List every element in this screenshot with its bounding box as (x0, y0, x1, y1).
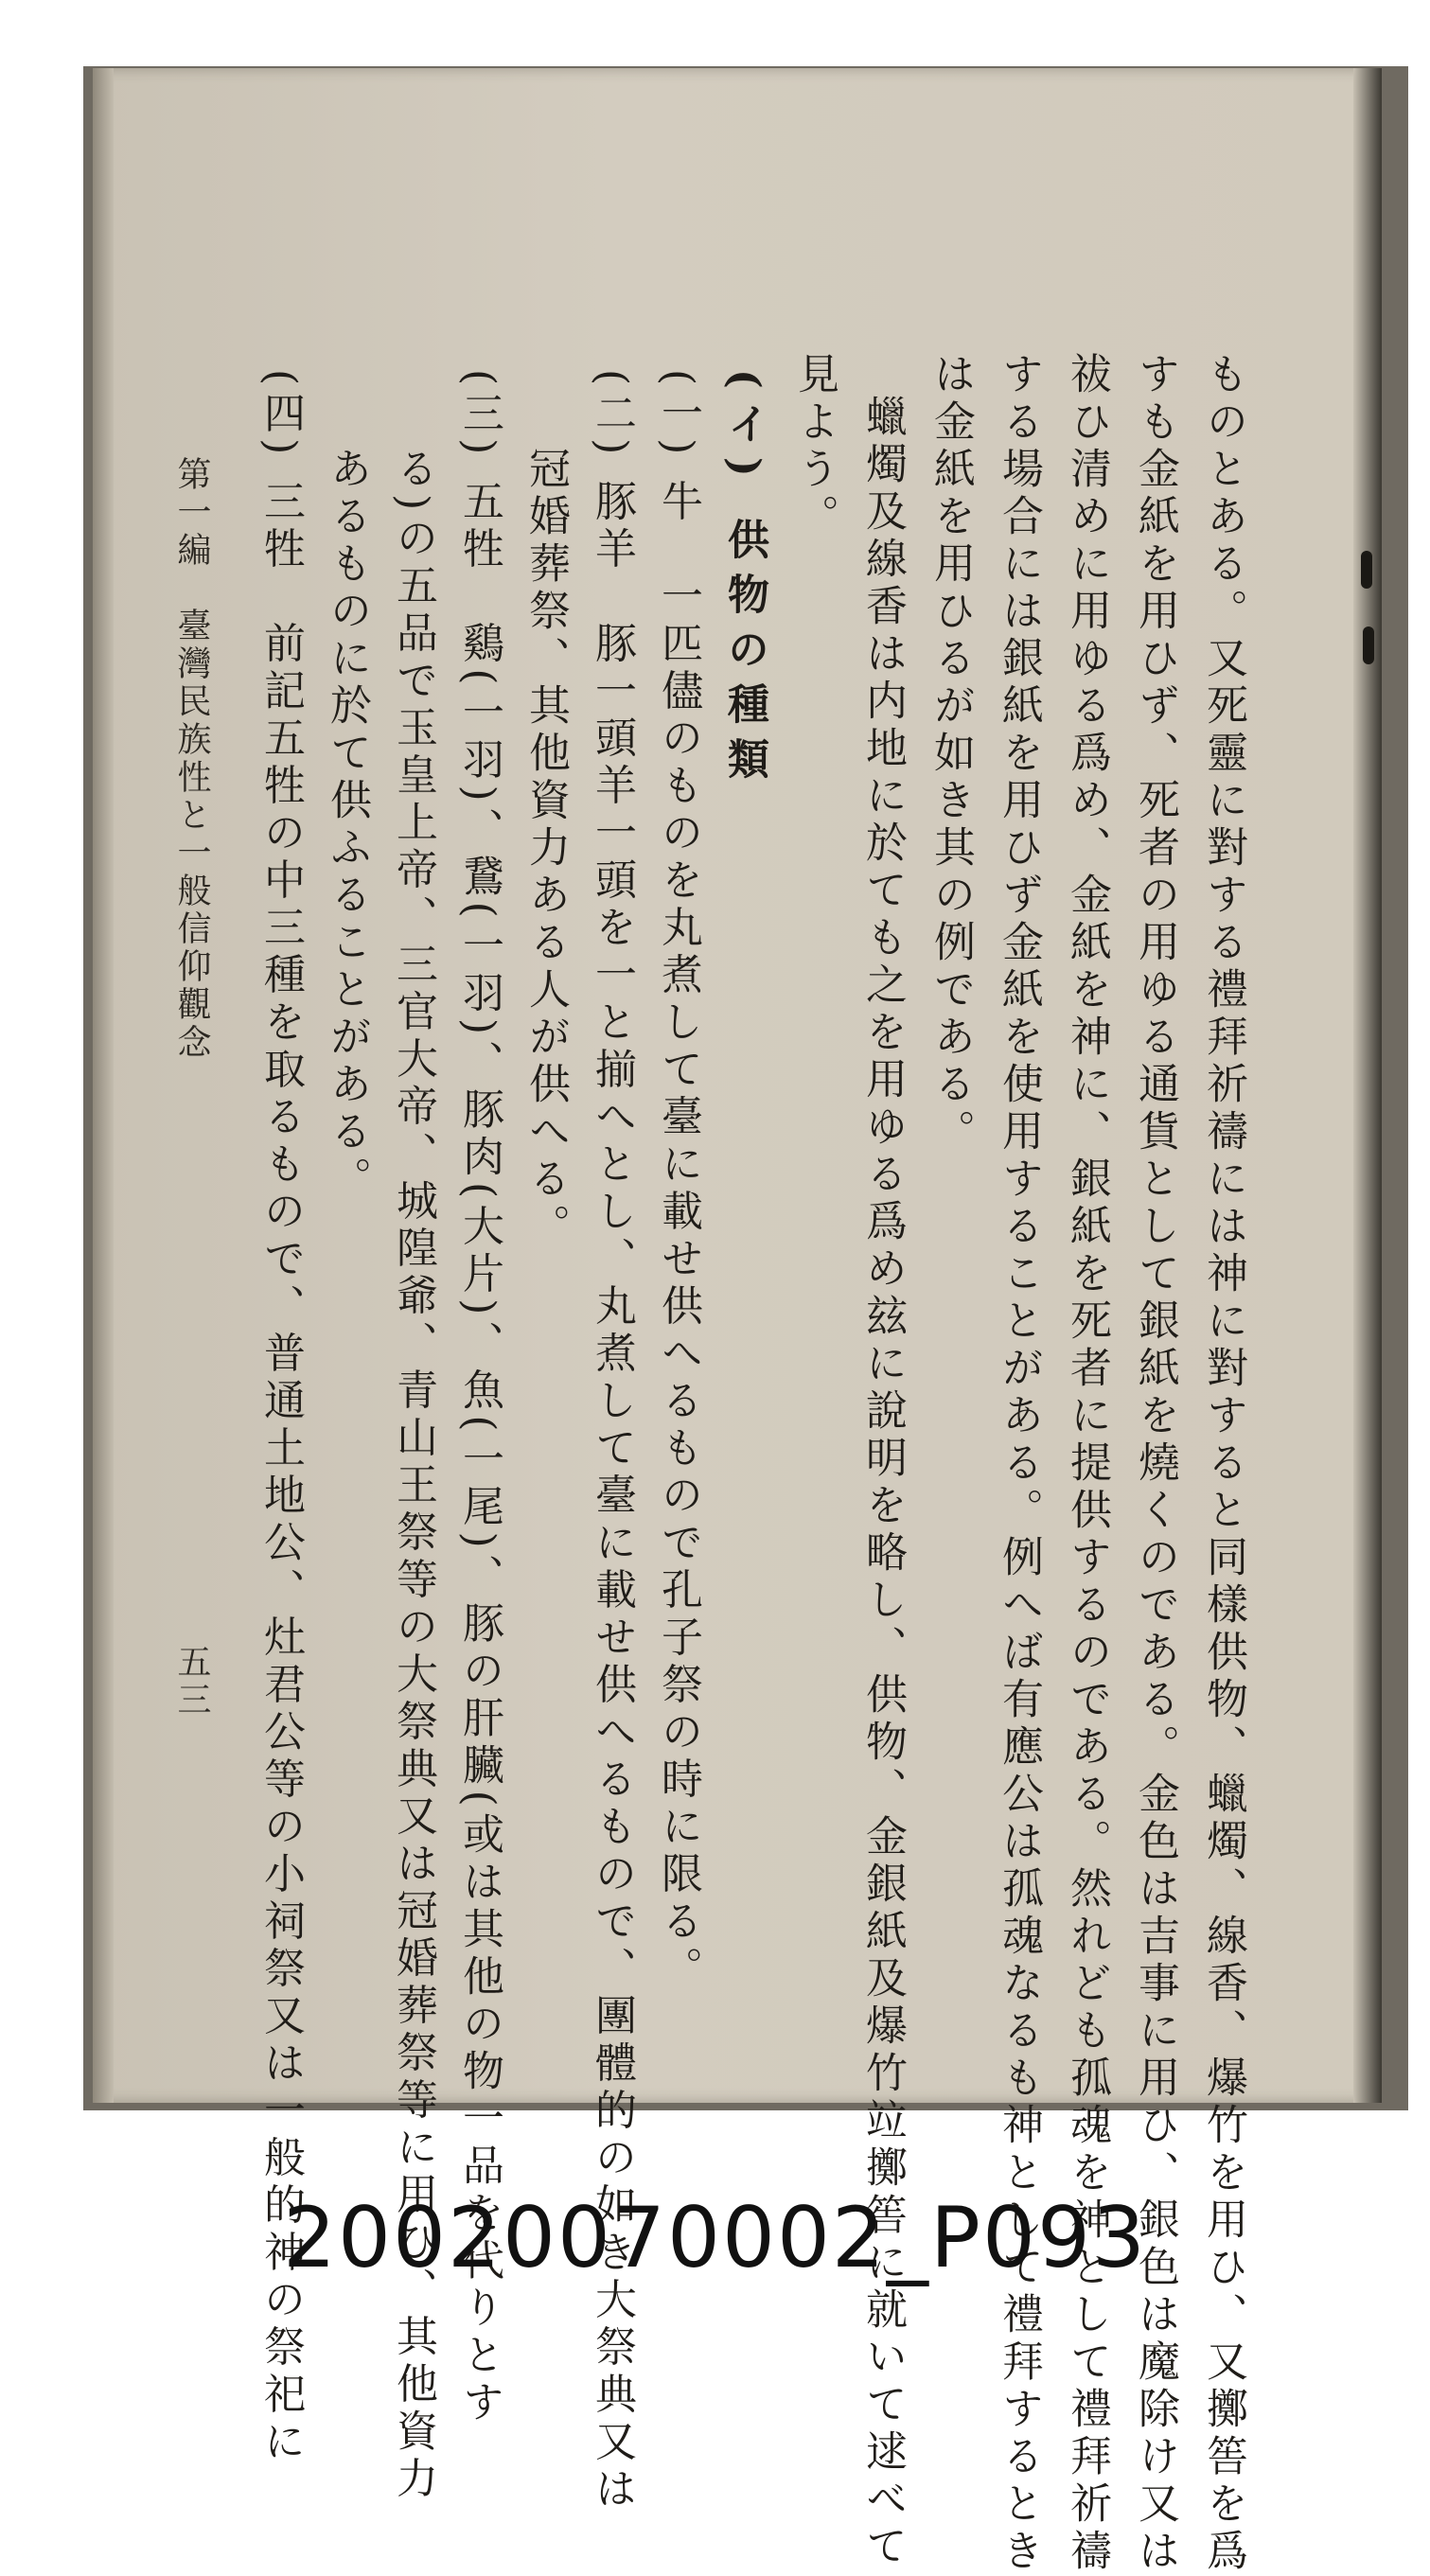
text-column: すも金紙を用ひず、死者の用ゆる通貨として銀紙を燒くのである。金色は吉事に用ひ、銀色は魔除け又は (1131, 352, 1179, 2576)
text-column: は金紙を用ひるが如き其の例である。 (927, 352, 975, 1156)
ink-mark (1361, 551, 1372, 589)
list-item-continuation: あるものに於て供ふることがある。 (323, 447, 371, 1204)
list-item: (一) 牛 一匹儘のものを丸煮して臺に載せ供へるもので孔子祭の時に限る。 (654, 369, 702, 1994)
list-item-continuation: る)の五品で玉皇上帝、三官大帝、城隍爺、青山王祭等の大祭典又は冠婚葬祭等に用ひ、其他資力 (389, 447, 437, 2504)
text-column: 祓ひ清めに用ゆる爲め、金紙を神に、銀紙を死者に提供するのである。然れども孤魂を神として禮拜祈禱 (1063, 352, 1111, 2576)
text-column: ものとある。又死靈に對する禮拜祈禱には神に對すると同樣供物、蠟燭、線香、爆竹を用ひ、又擲筶を爲 (1199, 352, 1247, 2576)
page-right-edge (1353, 68, 1382, 2103)
ink-mark (1363, 626, 1374, 664)
page-number: 五三 (172, 1644, 211, 1720)
list-item: (二) 豚羊 豚一頭羊一頭を一と揃へとし、丸煮して臺に載せ供へるもので、團體的の如き大祭典又は (588, 369, 636, 2514)
text-column: する場合には銀紙を用ひず金紙を使用することがある。例へば有應公は孤魂なるも神として禮拜するとき (995, 352, 1043, 2576)
text-column: 蠟燭及線香は内地に於ても之を用ゆる爲め玆に說明を略し、供物、金銀紙及爆竹竝擲筶に就いて逑べて (858, 395, 907, 2571)
section-heading: (イ) 供物の種類 (720, 369, 768, 792)
page-binding-shadow (93, 68, 114, 2103)
text-column: 見よう。 (790, 352, 839, 541)
scan-identifier: 20020070002_P093 (283, 2189, 1147, 2286)
running-footer-title: 第一編 臺灣民族性と一般信仰觀念 (172, 456, 211, 1062)
list-item: (三) 五牲 鷄(一羽)、鵞(一羽)、豚肉(大片)、魚(一尾)、豚の肝臟(或は其他の物一品を代りとす (455, 369, 503, 2427)
list-item: (四) 三牲 前記五牲の中三種を取るもので、普通土地公、灶君公等の小祠祭又は一般的神の祭祀に (256, 369, 305, 2467)
list-item-continuation: 冠婚葬祭、其他資力ある人が供へる。 (521, 447, 570, 1251)
